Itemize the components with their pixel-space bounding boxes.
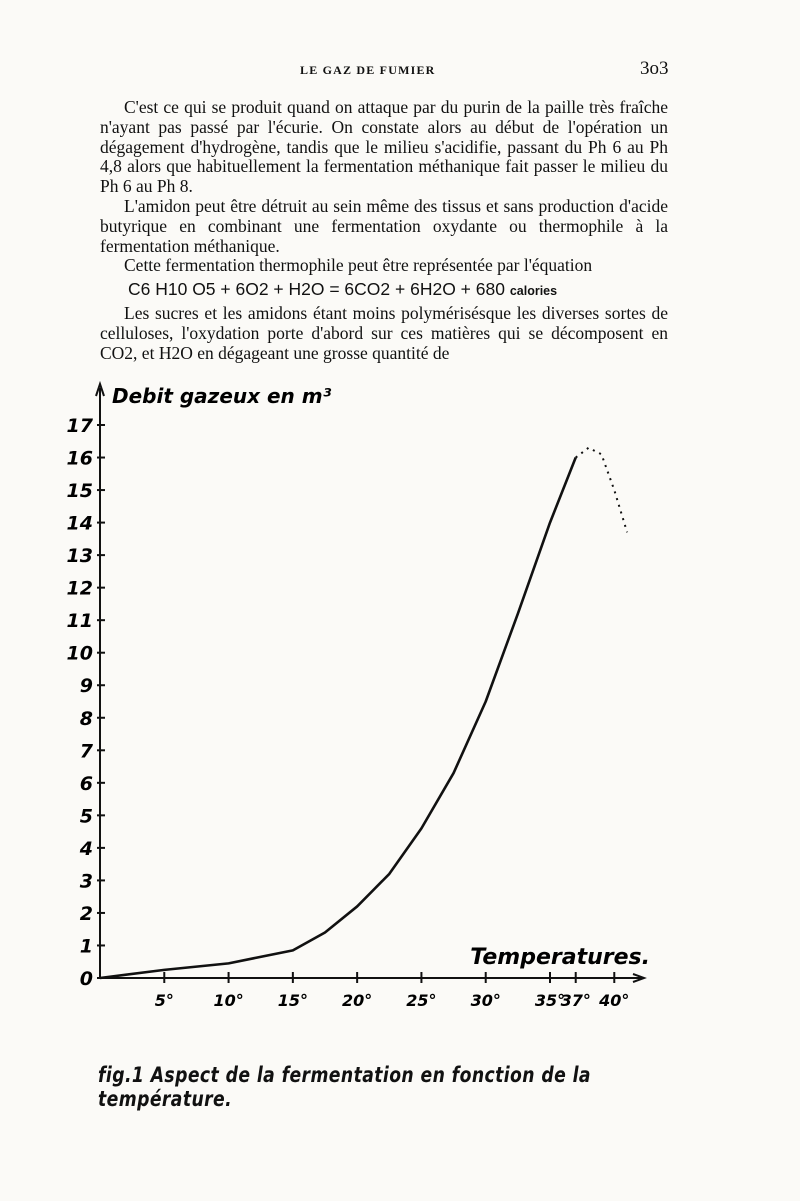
equation-formula: C6 H10 O5 + 6O2 + H2O = 6CO2 + 6H2O + 680 — [128, 279, 505, 300]
y-tick-label: 4 — [79, 837, 93, 860]
y-tick-label: 5 — [79, 805, 93, 828]
x-tick-label: 35° — [534, 991, 566, 1010]
x-tick-label: 37° — [560, 991, 591, 1010]
equation-unit: calories — [509, 284, 558, 299]
paragraph: Les sucres et les amidons étant moins polymérisésque les diverses sortes de celluloses, l'oxydation porte d'abord sur ces matières qui se décomposent en CO2, et H2O en dégageant une grosse quantité de — [100, 302, 668, 363]
paragraph: Cette fermentation thermophile peut être représentée par l'équation — [124, 255, 593, 276]
y-tick-label: 16 — [66, 447, 93, 470]
y-tick-label: 8 — [79, 707, 93, 730]
y-tick-label: 10 — [66, 642, 93, 665]
y-tick-label: 6 — [79, 772, 93, 795]
y-tick-label: 3 — [79, 870, 93, 893]
temperature-chart — [0, 375, 800, 1075]
x-tick-label: 15° — [277, 991, 308, 1010]
body-text — [100, 98, 668, 363]
figure-caption: fig.1 Aspect de la fermentation en fonction de la température. — [98, 1063, 591, 1111]
y-tick-label: 11 — [66, 610, 93, 633]
y-tick-label: 0 — [79, 968, 93, 990]
y-tick-label: 15 — [66, 480, 93, 503]
y-tick-label: 2 — [79, 902, 93, 925]
y-tick-label: 9 — [79, 675, 93, 698]
y-tick-label: 13 — [66, 545, 93, 568]
x-tick-label: 30° — [470, 991, 501, 1010]
y-axis-label: Debit gazeux en m³ — [112, 384, 332, 408]
x-axis-label: Temperatures. — [470, 945, 650, 970]
x-tick-label: 25° — [406, 991, 437, 1010]
x-tick-label: 20° — [342, 991, 373, 1010]
x-tick-label: 5° — [154, 991, 174, 1010]
paragraph: L'amidon peut être détruit au sein même des tissus et sans production d'acide butyrique en combinant une fermentation oxydante ou thermophile à la fermentation méthanique. — [100, 195, 668, 256]
y-tick-label: 14 — [66, 512, 93, 535]
page-number: 3o3 — [640, 58, 669, 79]
equation — [100, 280, 668, 302]
running-header: LE GAZ DE FUMIER — [300, 63, 436, 77]
paragraph: C'est ce qui se produit quand on attaque par du purin de la paille très fraîche n'ayant pas passé par l'écurie. On constate alors au début de l'opération un dégagement d'hydrogène, tandis que le milieu s'acidifie, passant du Ph 6 au Ph 4,8 alors que habituellement la fermentation méthanique fait passer le milieu du Ph 6 au Ph 8. — [100, 97, 668, 197]
x-tick-label: 40° — [599, 991, 630, 1010]
y-tick-label: 17 — [66, 415, 93, 437]
x-tick-label: 10° — [213, 991, 244, 1010]
y-tick-label: 7 — [79, 740, 93, 763]
figure — [0, 375, 800, 1095]
series-line-extrapolated — [576, 448, 627, 533]
y-tick-label: 1 — [79, 935, 93, 958]
series-line — [100, 458, 576, 978]
y-tick-label: 12 — [66, 577, 93, 600]
